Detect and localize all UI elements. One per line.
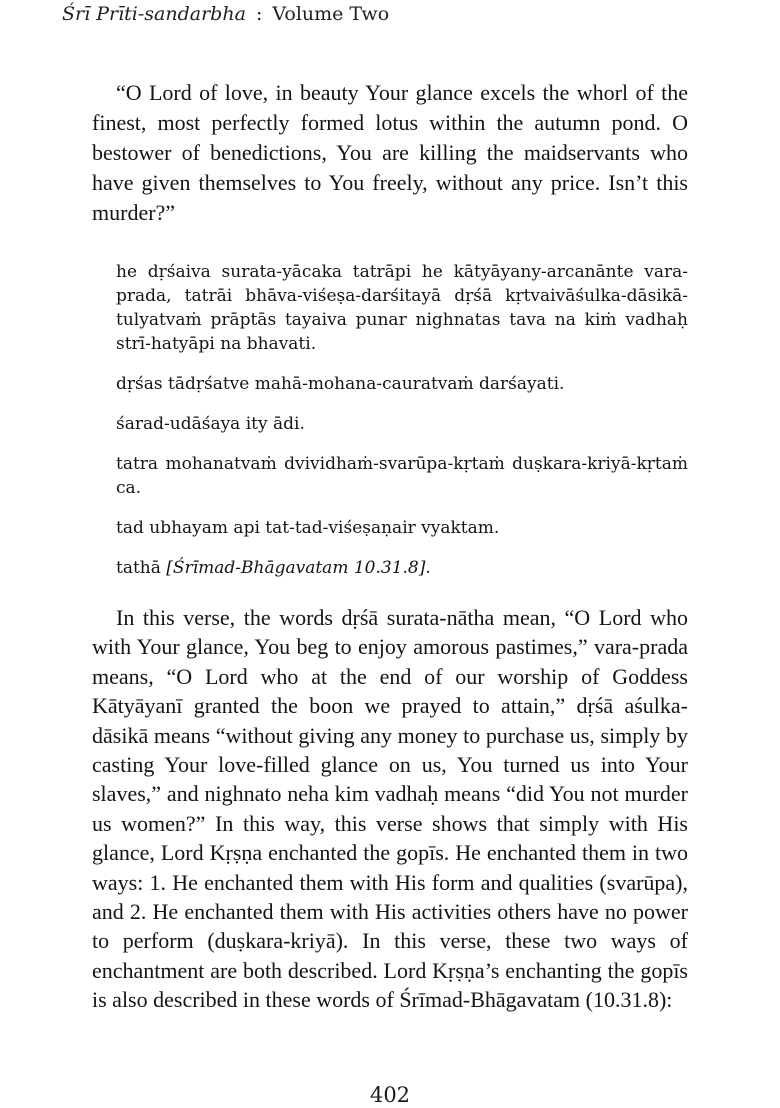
volume-title: Volume Two [272, 3, 390, 25]
english-commentary: In this verse, the words dṛśā surata-nātha mean, “O Lord who with Your glance, You beg to enjoy amorous pastimes,” vara-prada means, “O Lord who at the end of our worship of Goddess Kātyāyanī granted the boon we prayed to attain,” dṛśā aśulka-dāsikā means “without giving any money to purchase us, simply by casting Your love-filled glance on us, You turned us into Your slaves,” and nighnato neha kim vadhaḥ means “did You not murder us women?” In this way, this verse shows that simply with His glance, Lord Kṛṣṇa enchanted the gopīs. He enchanted them in two ways: 1. He enchanted them with His form and qualities (svarūpa), and 2. He enchanted them with His activities others have no power to perform (duṣkara-kriyā). In this verse, these two ways of enchantment are both described. Lord Kṛṣṇa’s enchanting the gopīs is also described in these words of Śrīmad-Bhāgavatam (10.31.8): [92, 605, 688, 1013]
sanskrit-commentary [116, 260, 688, 580]
scripture-reference: [Śrīmad-Bhāgavatam 10.31.8]. [166, 558, 431, 578]
running-head [62, 2, 389, 26]
sanskrit-paragraph-3: śarad-udāśaya ity ādi. [116, 414, 305, 434]
sanskrit-paragraph-1: he dṛśaiva surata-yācaka tatrāpi he kātyāyany-arcanānte vara-prada, tatrāi bhāva-viśeṣa-darśitayā dṛśā kṛtvaivāśulka-dāsikā-tulyatvaṁ prāptās tayaiva punar nighnatas tava na kiṁ vadhaḥ strī-hatyāpi na bhavati. [116, 262, 688, 354]
book-title: Śrī Prīti-sandarbha [62, 3, 246, 25]
sanskrit-paragraph-5: tad ubhayam api tat-tad-viśeṣaṇair vyaktam. [116, 518, 500, 538]
verse-translation: “O Lord of love, in beauty Your glance excels the whorl of the finest, most perfectly formed lotus within the autumn pond. O bestower of benedictions, You are killing the maidservants who have given themselves to You freely, without any price. Isn’t this murder?” [92, 80, 688, 225]
running-head-separator: : [255, 3, 263, 25]
sanskrit-paragraph-2: dṛśas tādṛśatve mahā-mohana-cauratvaṁ darśayati. [116, 374, 565, 394]
page-number: 402 [369, 1083, 411, 1107]
sanskrit-paragraph-6 [116, 556, 688, 580]
sanskrit-tatha: tathā [116, 558, 161, 578]
sanskrit-paragraph-4: tatra mohanatvaṁ dvividhaṁ-svarūpa-kṛtaṁ duṣkara-kriyā-kṛtaṁ ca. [116, 454, 688, 498]
